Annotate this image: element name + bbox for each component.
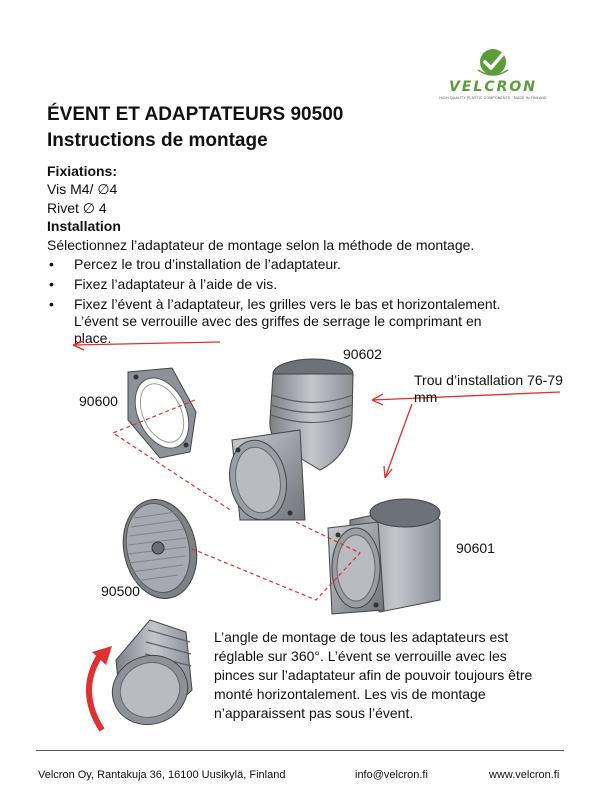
footer-email[interactable]: info@velcron.fi [355,769,428,781]
fixings-heading: Fixiations: [47,163,118,179]
label-90600: 90600 [79,393,118,409]
installation-heading: Installation [47,218,121,234]
footer-website[interactable]: www.velcron.fi [489,769,560,781]
installation-intro: Sélectionnez l’adaptateur de montage selon la méthode de montage. [47,237,475,253]
logo-tagline: HIGH QUALITY PLASTIC COMPONENTS · MADE IN FINLAND [439,96,547,100]
label-90601: 90601 [456,540,495,556]
rotation-illustration [89,620,197,735]
label-90602: 90602 [343,346,382,362]
rotation-note: L’angle de montage de tous les adaptateurs est réglable sur 360°. L’évent se verrouille avec les pinces sur l’adaptateur afin de pouvoir toujours être monté horizontalement. Les vis de montage n’apparaissent pas sous l’évent. [214,629,533,721]
list-item: • Fixez l’adaptateur à l’aide de vis. [47,276,507,293]
hole-note: Trou d’installation 76-79 mm [414,372,563,405]
footer-address: Velcron Oy, Rantakuja 36, 16100 Uusikylä, Finland [38,769,286,781]
page-title: ÉVENT ET ADAPTATEURS 90500 [47,104,344,125]
adapter-90602-elbow [223,359,353,524]
list-item: • Fixez l’évent à l’adaptateur, les grilles vers le bas et horizontalement. L’évent se verrouille avec des griffes de serrage le comprimant en place. [47,296,507,347]
logo-wordmark: VELCRON [449,79,537,95]
fixing-rivet: Rivet ∅ 4 [47,200,107,216]
page-subtitle: Instructions de montage [47,130,268,151]
label-90500: 90500 [101,583,140,599]
footer-divider [36,750,564,751]
list-item: • Percez le trou d’installation de l’adaptateur. [47,256,507,273]
fixing-screw: Vis M4/ ∅4 [47,181,118,197]
adapter-90601-straight [328,499,440,614]
